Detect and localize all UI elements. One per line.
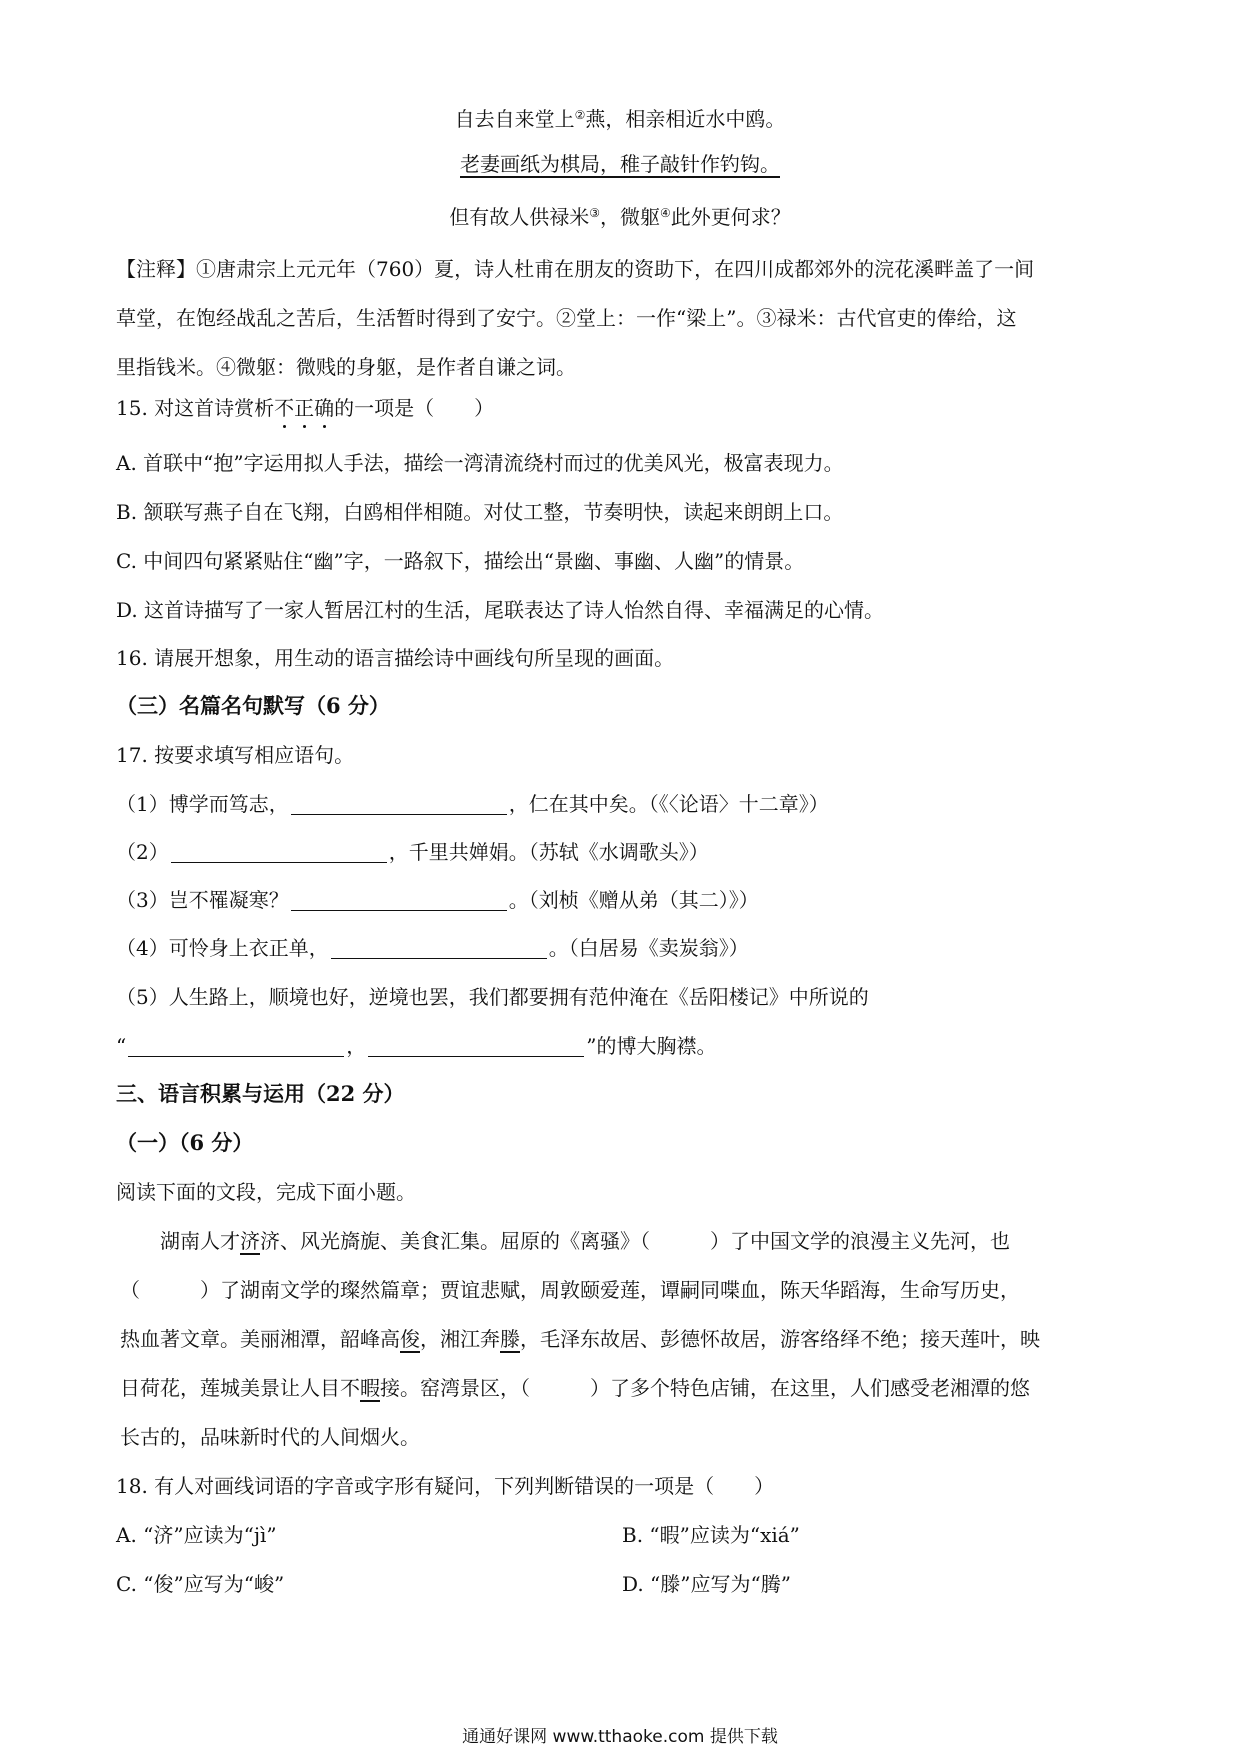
passage-line-2: （ ）了湖南文学的璨然篇章；贾谊悲赋，周敦颐爱莲，谭嗣同喋血，陈天华蹈海，生命写历史，	[120, 1278, 1020, 1302]
answer-blank[interactable]	[291, 792, 507, 815]
question-17-item-1: （1）博学而笃志， ，仁在其中矣。（《〈论语〉十二章》）	[116, 792, 829, 816]
question-17-item-5-line-2: “ ， ”的博大胸襟。	[116, 1034, 717, 1058]
question-18-stem: 18. 有人对画线词语的字音或字形有疑问，下列判断错误的一项是（ ）	[116, 1474, 775, 1498]
question-15-option-b: B. 颔联写燕子自在飞翔，白鸥相伴相随。对仗工整，节奏明快，读起来朗朗上口。	[116, 500, 844, 524]
question-16: 16. 请展开想象，用生动的语言描绘诗中画线句所呈现的画面。	[116, 646, 675, 670]
question-17-item-5-line-1: （5）人生路上，顺境也好，逆境也罢，我们都要拥有范仲淹在《岳阳楼记》中所说的	[116, 985, 869, 1009]
reading-intro: 阅读下面的文段，完成下面小题。	[116, 1180, 416, 1204]
answer-blank[interactable]	[291, 888, 507, 911]
question-15-option-d: D. 这首诗描写了一家人暂居江村的生活，尾联表达了诗人怡然自得、幸福满足的心情。	[116, 598, 885, 622]
question-15-option-a: A. 首联中“抱”字运用拟人手法，描绘一湾清流绕村而过的优美风光，极富表现力。	[116, 451, 844, 475]
answer-blank[interactable]	[331, 936, 547, 959]
question-15-stem: 15. 对这首诗赏析不正确的一项是（ ）	[116, 396, 495, 420]
poem-line-2: 老妻画纸为棋局，稚子敲针作钓钩。	[460, 152, 780, 176]
question-18-option-b: B. “暇”应读为“xiá”	[622, 1523, 800, 1547]
question-18-option-c: C. “俊”应写为“峻”	[116, 1572, 285, 1596]
question-18-option-a: A. “济”应读为“jì”	[116, 1523, 277, 1547]
poem-line-3: 但有故人供禄米③，微躯④此外更何求？	[449, 205, 791, 229]
note-line-3: 里指钱米。④微躯：微贱的身躯，是作者自谦之词。	[116, 355, 576, 379]
passage-line-3: 热血著文章。美丽湘潭，韶峰高俊，湘江奔滕，毛泽东故居、彭德怀故居，游客络绎不绝；接天莲叶，映	[120, 1327, 1040, 1351]
answer-blank[interactable]	[171, 840, 387, 863]
note-line-2: 草堂，在饱经战乱之苦后，生活暂时得到了安宁。②堂上：一作“梁上”。③禄米：古代官吏的俸给，这	[116, 306, 1017, 330]
question-18-option-d: D. “滕”应写为“腾”	[622, 1572, 791, 1596]
question-17-item-4: （4）可怜身上衣正单， 。（白居易《卖炭翁》）	[116, 936, 749, 960]
question-17-stem: 17. 按要求填写相应语句。	[116, 743, 355, 767]
note-line-1: 【注释】①唐肃宗上元元年（760）夏，诗人杜甫在朋友的资助下，在四川成都郊外的浣花溪畔盖了一间	[116, 257, 1035, 281]
part-3-title: 三、语言积累与运用（22 分）	[116, 1081, 405, 1106]
poem-line-1: 自去自来堂上②燕，相亲相近水中鸥。	[454, 107, 786, 131]
passage-line-1: 湖南人才济济、风光旖旎、美食汇集。屈原的《离骚》（ ）了中国文学的浪漫主义先河，也	[160, 1229, 1010, 1253]
passage-line-4: 日荷花，莲城美景让人目不暇接。窑湾景区，（ ）了多个特色店铺，在这里，人们感受老湘潭的悠	[120, 1376, 1030, 1400]
answer-blank[interactable]	[128, 1034, 344, 1057]
section-title-dictation: （三）名篇名句默写（6 分）	[116, 693, 390, 718]
question-17-item-2: （2） ，千里共婵娟。（苏轼《水调歌头》）	[116, 840, 709, 864]
part-3-subtitle: （一）（6 分）	[116, 1130, 254, 1155]
page-footer: 通通好课网 www.tthaoke.com 提供下载	[462, 1727, 778, 1747]
question-15-option-c: C. 中间四句紧紧贴住“幽”字，一路叙下，描绘出“景幽、事幽、人幽”的情景。	[116, 549, 805, 573]
passage-line-5: 长古的，品味新时代的人间烟火。	[120, 1425, 420, 1449]
question-17-item-3: （3）岂不罹凝寒？ 。（刘桢《赠从弟（其二）》）	[116, 888, 759, 912]
answer-blank[interactable]	[368, 1034, 584, 1057]
